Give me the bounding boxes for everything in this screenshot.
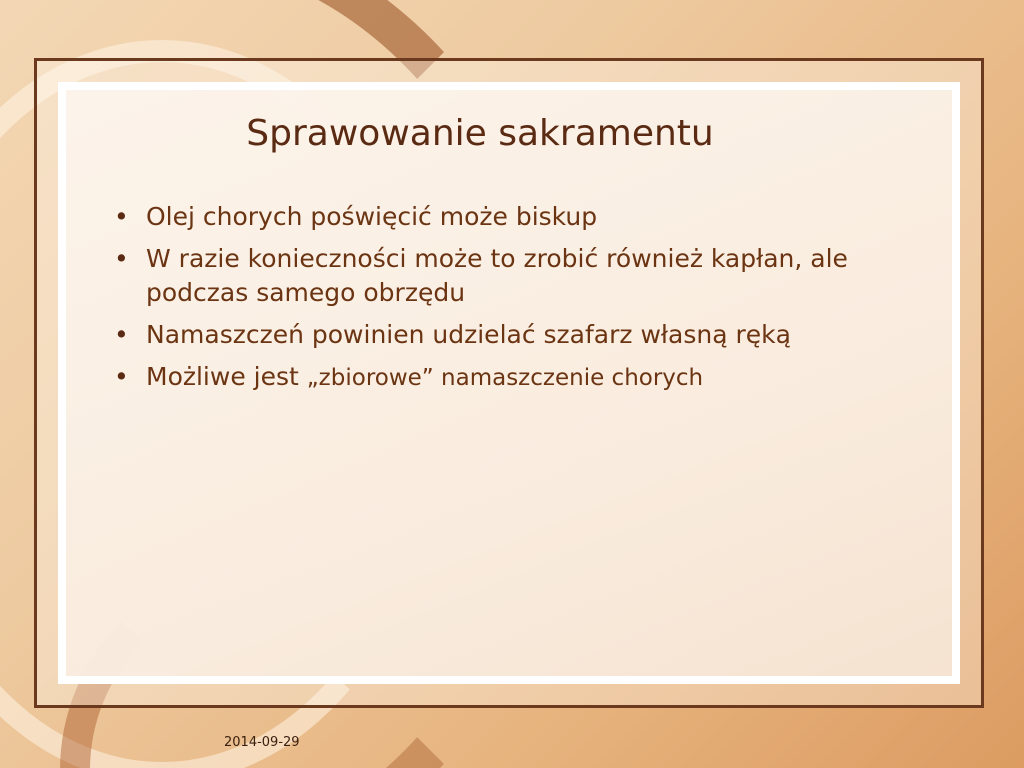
bullet-dot: • [114, 320, 129, 349]
slide-title: Sprawowanie sakramentu [246, 113, 714, 154]
bullet-text: Olej chorych poświęcić może biskup [146, 202, 598, 231]
bullet-dot: • [114, 244, 129, 273]
bullet-dot: • [114, 202, 129, 231]
bullet-text-small: „zbiorowe” namaszczenie chorych [306, 365, 704, 391]
footer-date: 2014-09-29 [224, 735, 300, 750]
bullet-text-main: Możliwe jest [146, 362, 307, 391]
bullet-item [108, 200, 908, 234]
bullet-item [108, 318, 908, 352]
bullet-list [108, 200, 908, 403]
bullet-text: W razie konieczności może to zrobić również kapłan, ale podczas samego obrzędu [146, 244, 848, 307]
bullet-dot: • [114, 362, 129, 391]
bullet-text: Namaszczeń powinien udzielać szafarz własną ręką [146, 320, 791, 349]
bullet-item [108, 242, 908, 310]
bullet-item [108, 360, 908, 395]
